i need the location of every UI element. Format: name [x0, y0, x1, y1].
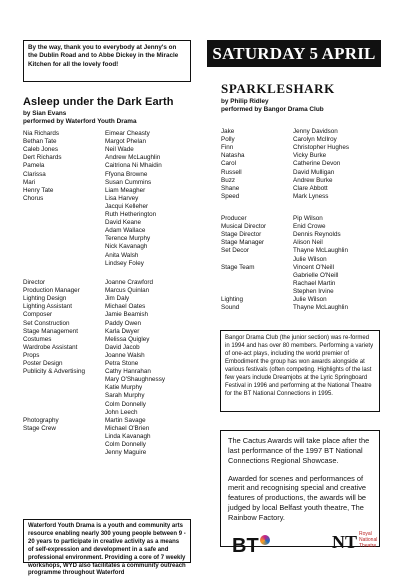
- credit-name: Vicky Burke: [293, 152, 327, 160]
- credit-role: Bethan Tate: [23, 138, 57, 146]
- bt-swoosh-icon: [260, 535, 270, 545]
- credit-role: Lighting: [221, 296, 244, 303]
- bt-logo-text: BT: [232, 535, 259, 557]
- credit-name: Caitriona Ni Mhaidin: [105, 162, 162, 170]
- credit-role: Lighting Design: [23, 295, 67, 303]
- credit-name: Alison Neil: [293, 239, 323, 247]
- credit-name: Jenny Davidson: [293, 128, 338, 135]
- credit-role: Poster Design: [23, 360, 63, 367]
- credit-role: Chorus: [23, 194, 44, 202]
- credit-name: Mary O'Shaughnessy: [105, 376, 166, 384]
- credit-name: Jacqui Kelleher: [105, 202, 149, 210]
- credit-role: Buzz: [221, 176, 235, 184]
- credit-name: Gabrielle O'Neill: [293, 271, 339, 279]
- credit-role: Finn: [221, 144, 234, 152]
- credit-role: Jake: [221, 128, 235, 135]
- credit-role: Stage Team: [221, 263, 255, 271]
- credit-name: Anita Walsh: [105, 251, 139, 259]
- nt-logo: NT: [332, 532, 358, 552]
- credit-role: Props: [23, 351, 40, 359]
- credit-role: Wardrobe Assistant: [23, 343, 78, 351]
- credit-name: Stephen Irvine: [293, 287, 334, 295]
- credit-name: Catherine Devon: [293, 160, 341, 168]
- credit-role: Photography: [23, 416, 59, 424]
- credit-role: Clarissa: [23, 170, 46, 178]
- credit-name: Rachael Martin: [293, 279, 336, 287]
- left-cast-list: [23, 130, 203, 275]
- credit-role: Producer: [221, 215, 247, 222]
- right-show-title: SPARKLESHARK: [221, 81, 335, 96]
- credit-name: Joanne Walsh: [105, 351, 145, 359]
- credit-role: Production Manager: [23, 287, 80, 295]
- youth-drama-note: Waterford Youth Drama is a youth and community arts resource enabling nearly 300 young people between 9 - 20 years to participate in creative activity as a means of self-expression and development in a safe and professional environment. Providing a core of 7 weekly workshops, WYD also facilitates a community outreach programme throughout Waterford: [23, 519, 191, 563]
- credit-role: Sound: [221, 304, 240, 312]
- credit-name: Paddy Owen: [105, 319, 142, 327]
- credit-name: Joanne Crawford: [105, 279, 153, 286]
- credit-name: Thayne McLaughlin: [293, 247, 348, 255]
- credit-role: Polly: [221, 136, 235, 144]
- credit-name: Michael Oates: [105, 303, 146, 311]
- left-crew-list: [23, 279, 203, 515]
- credit-name: Sarah Murphy: [105, 392, 145, 400]
- credit-name: Carolyn McIlroy: [293, 136, 337, 144]
- credit-role: Speed: [221, 192, 240, 200]
- credit-name: Pip Wilson: [293, 215, 323, 222]
- right-crew-list: [221, 215, 391, 315]
- bangor-club-note: Bangor Drama Club (the junior section) was re-formed in 1994 and has over 80 members. Performing a variety of one-act plays, including the world premier of Embodiment the group has won awards alongside at various festivals (often competing. Highlights of the last few years include Dreamjobs at the Lyric Springboard Festival in 1996 and performing at the National Theatre for the BT National Connections in 1995.: [220, 330, 380, 412]
- credit-name: Liam Meagher: [105, 186, 146, 194]
- credit-name: Marcus Quinlan: [105, 287, 150, 295]
- credit-role: Henry Tate: [23, 186, 54, 194]
- credit-name: Ffyona Browne: [105, 170, 148, 178]
- nt-logo-label: Royal National Theatre: [359, 531, 378, 549]
- credit-role: Set Decor: [221, 247, 249, 255]
- credit-name: Cathy Hanrahan: [105, 368, 151, 376]
- cactus-paragraph-1: The Cactus Awards will take place after the last performance of the 1997 BT National Connections Regional Showcase.: [228, 436, 370, 465]
- credit-name: Melissa Quigley: [105, 335, 150, 343]
- credit-role: Publicity & Advertising: [23, 368, 85, 376]
- credit-name: Andrew Burke: [293, 176, 333, 184]
- credit-name: David Jacob: [105, 343, 140, 351]
- credit-role: Stage Director: [221, 231, 262, 239]
- credit-name: Eimear Cheasty: [105, 130, 150, 137]
- credit-role: Dert Richards: [23, 154, 62, 162]
- left-show-author: by Sian Evans: [23, 110, 67, 117]
- right-cast-list: [221, 128, 391, 208]
- left-show-company: performed by Waterford Youth Drama: [23, 118, 137, 125]
- credit-name: Martin Savage: [105, 416, 146, 424]
- credit-role: Shane: [221, 184, 240, 192]
- credit-name: Karla Dwyer: [105, 327, 140, 335]
- credit-name: Michael O'Brien: [105, 424, 150, 432]
- credit-role: Nia Richards: [23, 130, 60, 137]
- credit-role: Director: [23, 279, 46, 286]
- credit-role: Composer: [23, 311, 53, 319]
- credit-role: Lighting Assistant: [23, 303, 73, 311]
- credit-role: Mari: [23, 178, 36, 186]
- right-show-author: by Philip Ridley: [221, 98, 269, 105]
- left-show-title: Asleep under the Dark Earth: [23, 96, 174, 108]
- credit-name: Margot Phelan: [105, 138, 146, 146]
- credit-role: Caleb Jones: [23, 146, 59, 154]
- credit-name: Enid Crowe: [293, 223, 326, 231]
- credit-role: Stage Crew: [23, 424, 56, 432]
- credit-role: Carol: [221, 160, 237, 168]
- credit-name: Vincent O'Neill: [293, 263, 334, 271]
- credit-name: Mark Lyness: [293, 192, 329, 200]
- credit-role: Stage Management: [23, 327, 78, 335]
- credit-role: Pamela: [23, 162, 45, 170]
- credit-name: Clare Abbott: [293, 184, 328, 192]
- credit-name: Christopher Hughes: [293, 144, 350, 152]
- credit-role: Set Construction: [23, 319, 70, 327]
- right-show-company: performed by Bangor Drama Club: [221, 106, 324, 113]
- credit-role: Costumes: [23, 335, 52, 343]
- credit-name: David Keane: [105, 219, 142, 227]
- credit-name: Neil Wade: [105, 146, 134, 154]
- credit-role: Stage Manager: [221, 239, 265, 247]
- credit-name: Julie Wilson: [293, 296, 327, 303]
- credit-name: Linda Kavanagh: [105, 432, 151, 440]
- credit-role: Musical Director: [221, 223, 267, 231]
- credit-name: Colm Donnelly: [105, 400, 146, 408]
- credit-name: Jamie Beamish: [105, 311, 149, 319]
- credit-role: Russell: [221, 168, 242, 176]
- credit-name: Lisa Harvey: [105, 194, 139, 202]
- credit-name: Katie Murphy: [105, 384, 143, 392]
- credit-name: Jenny Maguire: [105, 449, 147, 457]
- credit-name: Jim Daly: [105, 295, 130, 303]
- credit-name: Julie Wilson: [293, 255, 327, 263]
- credit-name: Thayne McLaughlin: [293, 304, 348, 312]
- credit-name: Adam Wallace: [105, 227, 146, 235]
- cactus-paragraph-2: Awarded for scenes and performances of merit and recognising special and creative features of productions, the awards will be judged by local Belfast youth theatre, The Rainbow Factory.: [228, 473, 367, 522]
- credit-name: Petra Stone: [105, 360, 139, 367]
- credit-name: John Leech: [105, 408, 138, 416]
- credit-name: Ruth Hetherington: [105, 211, 157, 218]
- bt-logo: [232, 535, 270, 558]
- credit-name: Andrew McLaughlin: [105, 154, 161, 162]
- credit-name: David Mulligan: [293, 168, 335, 176]
- credit-name: Lindsey Foley: [105, 259, 144, 267]
- cactus-awards-box: [220, 430, 380, 547]
- credit-name: Terence Murphy: [105, 235, 151, 243]
- credit-name: Dennis Reynolds: [293, 231, 341, 239]
- date-banner: SATURDAY 5 APRIL: [207, 40, 381, 67]
- credit-name: Colm Donnelly: [105, 441, 146, 448]
- credit-role: Natasha: [221, 152, 245, 160]
- thanks-note: By the way, thank you to everybody at Jenny's on the Dublin Road and to Abbe Dickey in the Miracle Kitchen for all the lovely food!: [23, 40, 191, 82]
- credit-name: Susan Cummins: [105, 178, 152, 186]
- credit-name: Nick Kavanagh: [105, 243, 148, 251]
